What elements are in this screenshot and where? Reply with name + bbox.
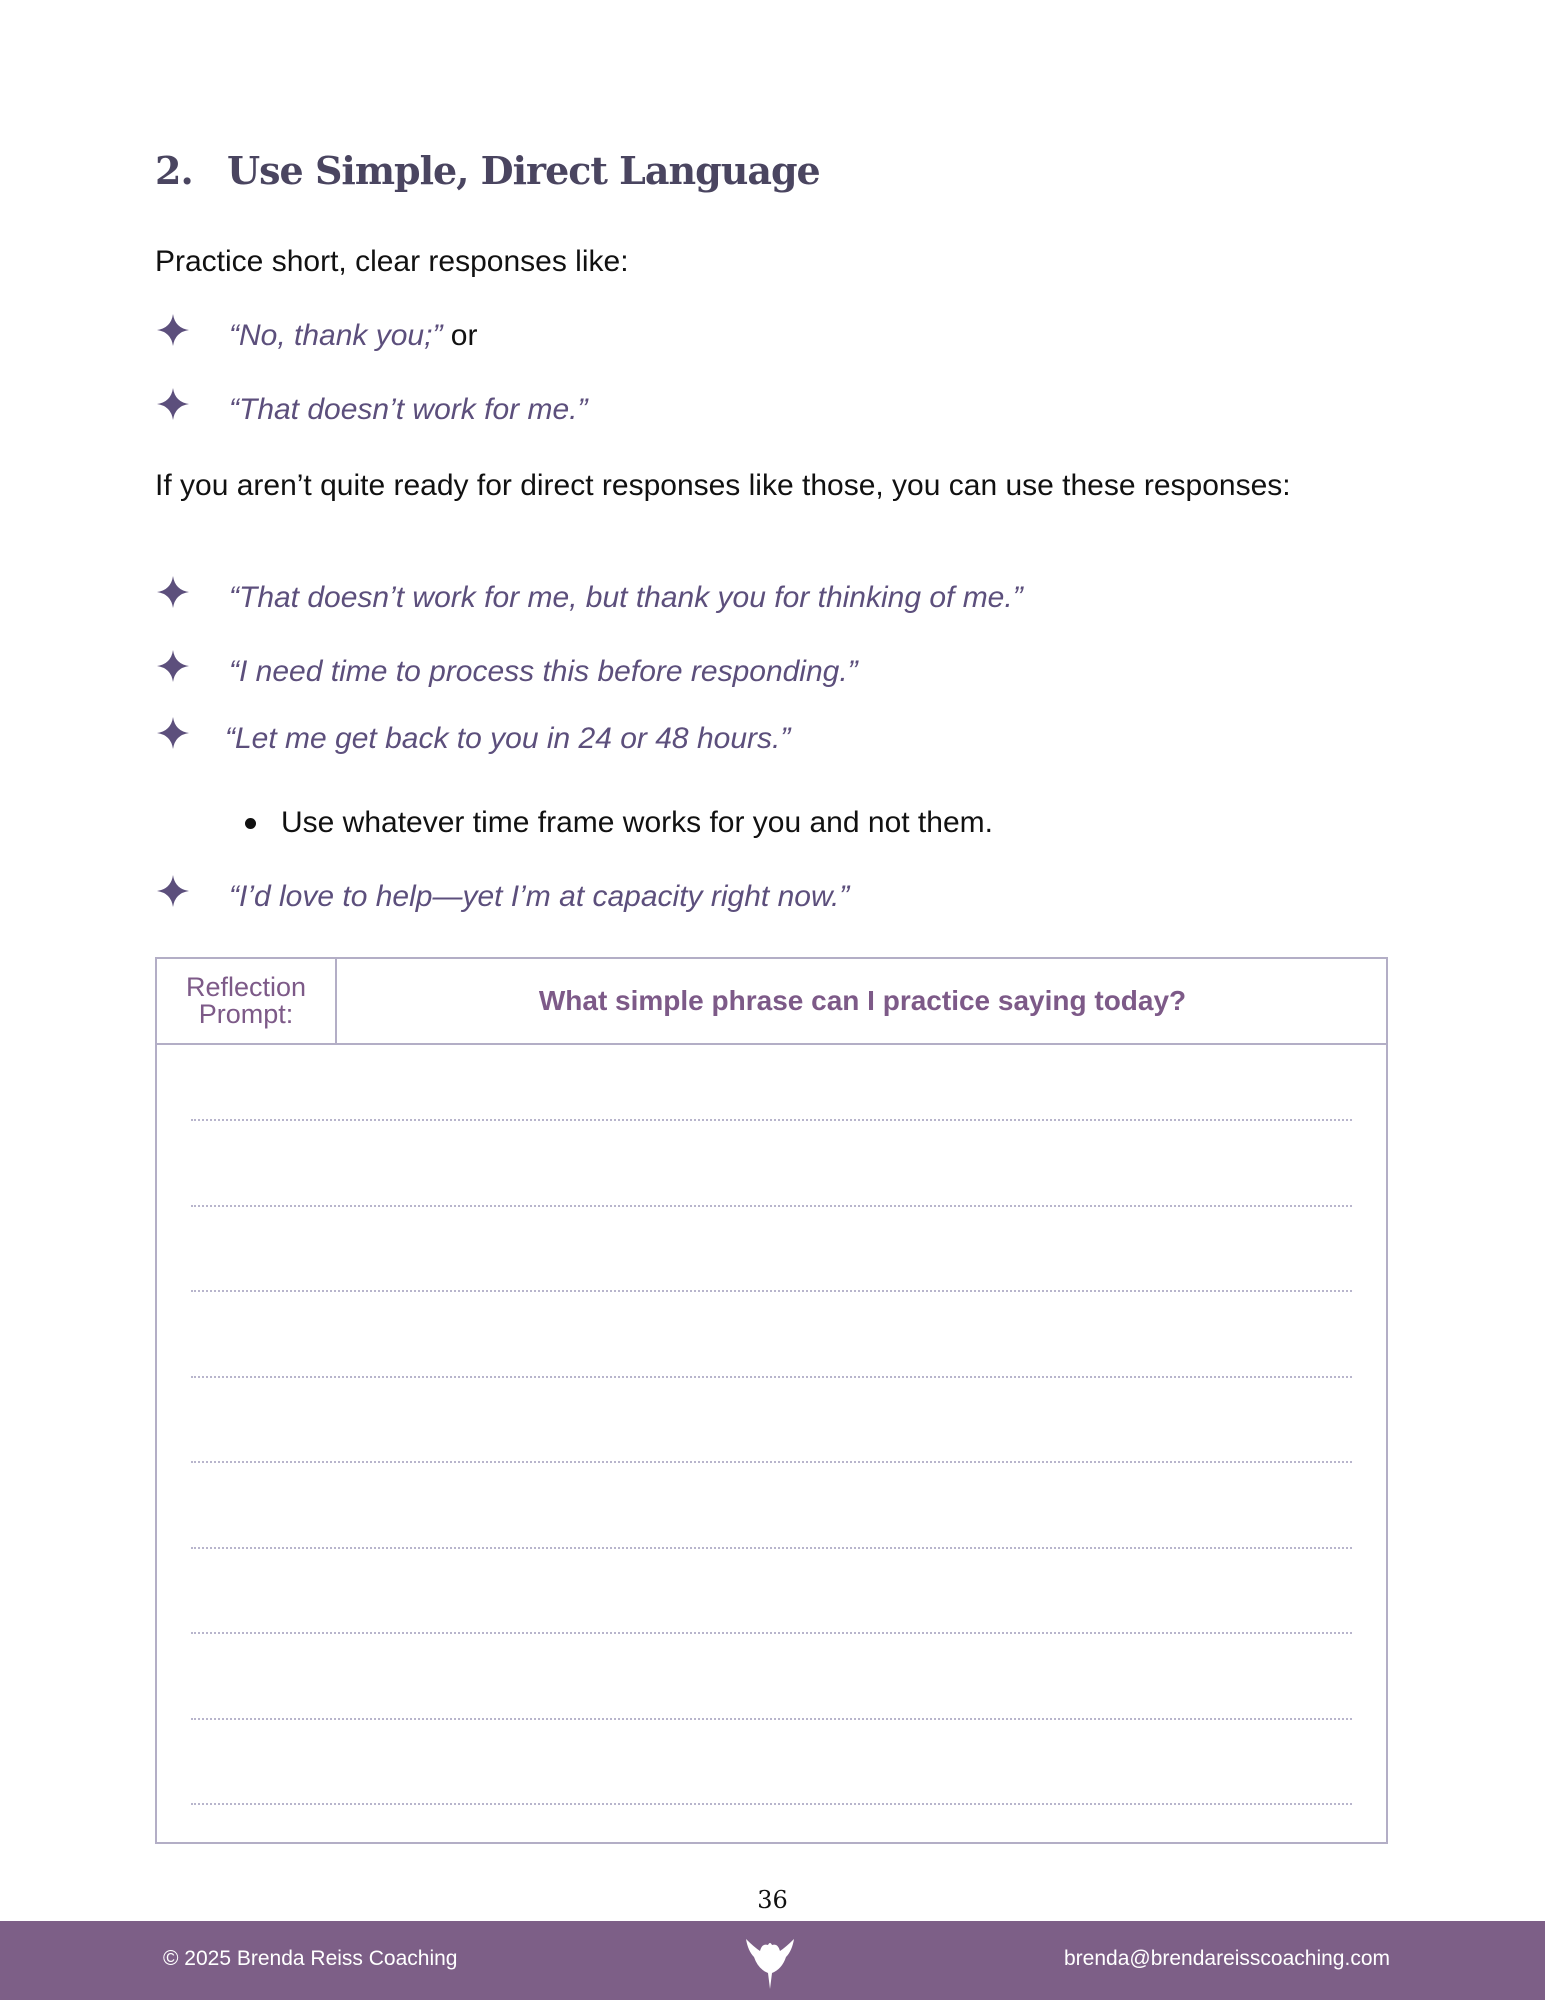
reflection-prompt: What simple phrase can I practice saying today?: [538, 985, 1187, 1016]
section-number: 2.: [155, 148, 193, 193]
transition-text: If you aren’t quite ready for direct responses like those, you can use these responses:: [155, 469, 1291, 502]
footer-copyright: © 2025 Brenda Reiss Coaching: [163, 1947, 458, 1970]
writing-line: [191, 1718, 1352, 1720]
bullet-dot-icon: [245, 818, 256, 829]
writing-line: [191, 1205, 1352, 1207]
reflection-table: [155, 957, 1388, 1844]
response-quote: “Let me get back to you in 24 or 48 hours.”: [225, 722, 791, 755]
writing-line: [191, 1376, 1352, 1378]
writing-line: [191, 1290, 1352, 1292]
section-title: Use Simple, Direct Language: [227, 148, 820, 193]
reflection-header: [157, 959, 1386, 1045]
writing-line: [191, 1461, 1352, 1463]
sparkle-icon: [155, 873, 191, 909]
sparkle-icon: [155, 715, 191, 751]
intro-text: Practice short, clear responses like:: [155, 245, 629, 278]
response-quote: “No, thank you;”: [229, 319, 443, 352]
sparkle-icon: [155, 648, 191, 684]
writing-line: [191, 1632, 1352, 1634]
page-number: 36: [757, 1886, 788, 1914]
writing-line: [191, 1803, 1352, 1805]
section-heading: [155, 148, 820, 193]
sparkle-icon: [155, 386, 191, 422]
phoenix-icon: [740, 1933, 800, 1991]
response-quote: “That doesn’t work for me.”: [229, 393, 588, 426]
footer-email[interactable]: brenda@brendareisscoaching.com: [1063, 1947, 1390, 1970]
writing-line: [191, 1119, 1352, 1121]
sub-bullet-text: Use whatever time frame works for you and not them.: [281, 806, 993, 839]
response-suffix: or: [442, 319, 478, 352]
footer: [0, 1921, 1545, 2000]
sparkle-icon: [155, 574, 191, 610]
response-quote: “I need time to process this before responding.”: [229, 655, 858, 688]
reflection-label: Reflection Prompt:: [157, 959, 337, 1043]
response-quote: “That doesn’t work for me, but thank you for thinking of me.”: [229, 581, 1023, 614]
writing-line: [191, 1547, 1352, 1549]
sparkle-icon: [155, 312, 191, 348]
response-quote: “I’d love to help—yet I’m at capacity right now.”: [229, 880, 850, 913]
